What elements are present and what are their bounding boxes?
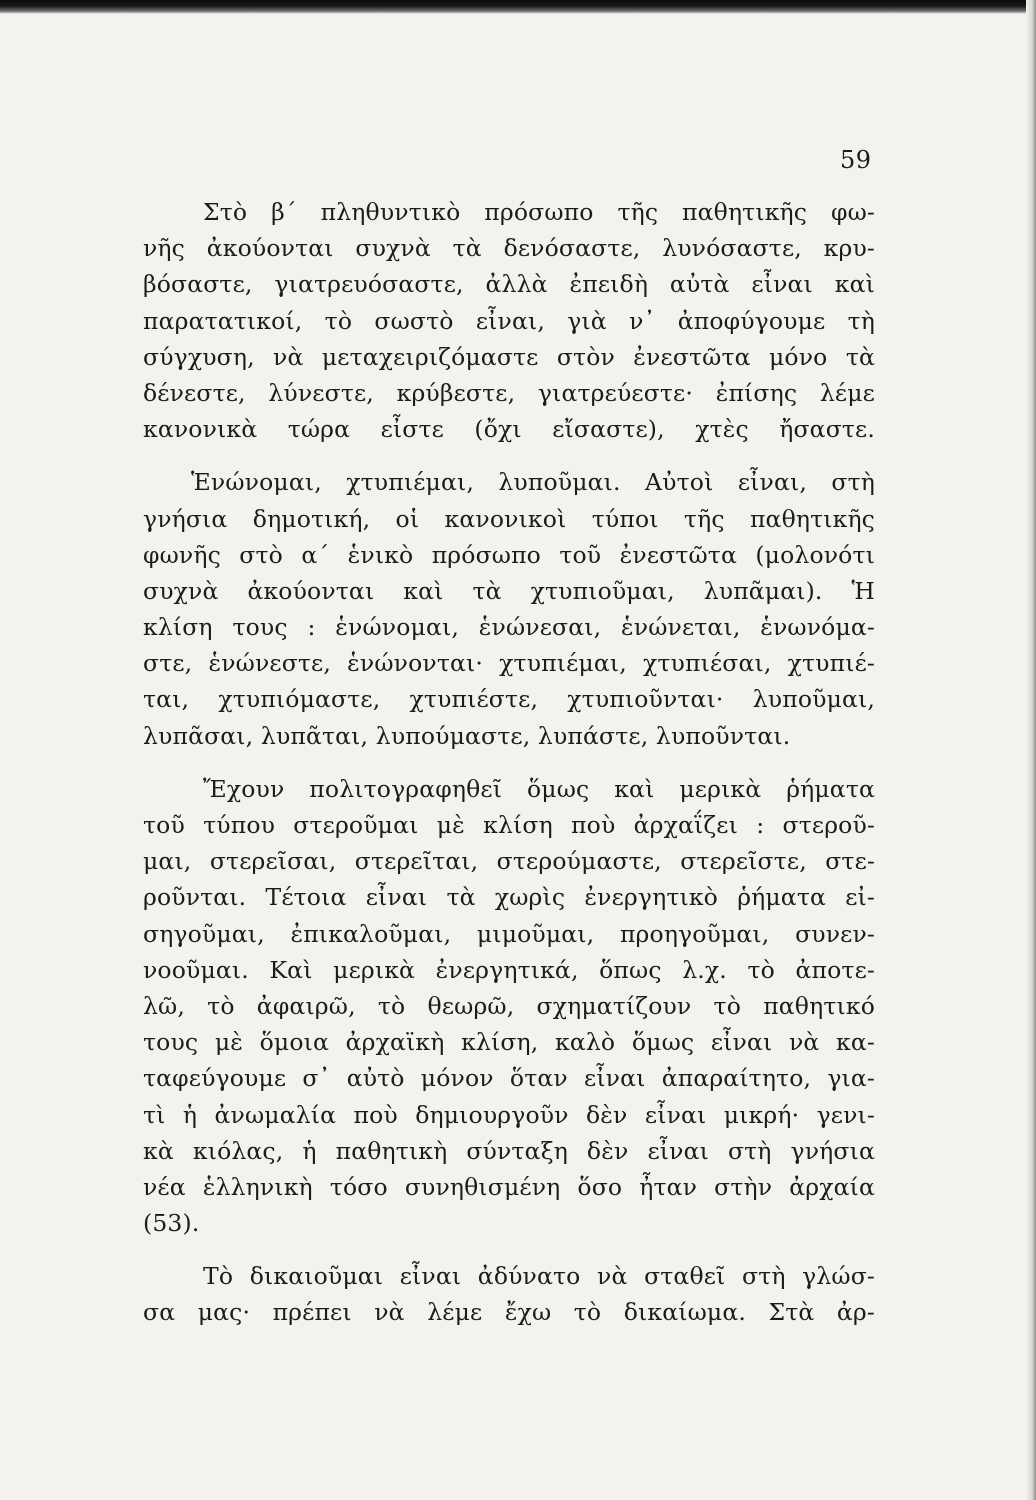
paragraph-4 (143, 1258, 875, 1330)
text-line: ταφεύγουμε σ᾿ αὐτὸ μόνον ὅταν εἶναι ἀπαραίτητο, για- (143, 1064, 875, 1093)
page-number: 59 (840, 146, 872, 174)
text-line: τοῦ τύπου στεροῦμαι μὲ κλίση ποὺ ἀρχαΐζει : στεροῦ- (143, 811, 875, 839)
text-line: παρατατικοί, τὸ σωστὸ εἶναι, γιὰ ν᾿ ἀποφύγουμε τὴ (143, 306, 875, 335)
text-line: βόσαστε, γιατρευόσαστε, ἀλλὰ ἐπειδὴ αὐτὰ εἶναι καὶ (143, 270, 875, 299)
text-line: (53). (143, 1209, 200, 1238)
text-line: κὰ κιόλας, ἡ παθητικὴ σύνταξη δὲν εἶναι στὴ γνήσια (143, 1136, 875, 1165)
paragraph-2 (143, 464, 875, 754)
text-line: συχνὰ ἀκούονται καὶ τὰ χτυπιοῦμαι, λυπᾶμαι). Ἡ (143, 576, 875, 605)
text-line: μαι, στερεῖσαι, στερεῖται, στερούμαστε, στερεῖστε, στε- (143, 847, 875, 876)
text-line: νῆς ἀκούονται συχνὰ τὰ δενόσαστε, λυνόσαστε, κρυ- (143, 234, 875, 263)
text-line: στε, ἑνώνεστε, ἑνώνονται· χτυπιέμαι, χτυπιέσαι, χτυπιέ- (143, 649, 875, 678)
text-line: κανονικὰ τώρα εἶστε (ὄχι εἴσαστε), χτὲς ἤσαστε. (143, 415, 875, 444)
text-line: ται, χτυπιόμαστε, χτυπιέστε, χτυπιοῦνται· λυποῦμαι, (143, 685, 875, 714)
text-line: σύγχυση, νὰ μεταχειριζόμαστε στὸν ἐνεστῶτα μόνο τὰ (143, 342, 875, 371)
text-line: Τὸ δικαιοῦμαι εἶναι ἀδύνατο νὰ σταθεῖ στὴ γλώσ- (203, 1262, 875, 1291)
paragraph-3 (143, 771, 875, 1241)
text-line: νέα ἑλληνικὴ τόσο συνηθισμένη ὅσο ἦταν στὴν ἀρχαία (143, 1172, 875, 1201)
text-line: ροῦνται. Τέτοια εἶναι τὰ χωρὶς ἐνεργητικὸ ῥήματα εἰ- (143, 883, 875, 912)
text-line: λῶ, τὸ ἀφαιρῶ, τὸ θεωρῶ, σχηματίζουν τὸ παθητικό (143, 991, 875, 1020)
scan-right-edge (1026, 0, 1036, 1500)
text-line: κλίση τους : ἑνώνομαι, ἑνώνεσαι, ἑνώνεται, ἑνωνόμα- (143, 613, 875, 642)
text-line: φωνῆς στὸ α΄ ἑνικὸ πρόσωπο τοῦ ἐνεστῶτα (μολονότι (143, 540, 875, 569)
text-line: δένεστε, λύνεστε, κρύβεστε, γιατρεύεστε· ἐπίσης λέμε (143, 378, 875, 407)
text-line: λυπᾶσαι, λυπᾶται, λυπούμαστε, λυπάστε, λυποῦνται. (143, 721, 791, 750)
paragraph-1 (143, 194, 875, 447)
text-line: σα μας· πρέπει νὰ λέμε ἔχω τὸ δικαίωμα. Στὰ ἀρ- (143, 1298, 875, 1327)
text-line: Ἑνώνομαι, χτυπιέμαι, λυποῦμαι. Αὐτοὶ εἶναι, στὴ (191, 468, 875, 497)
text-line: τὶ ἡ ἀνωμαλία ποὺ δημιουργοῦν δὲν εἶναι μικρή· γενι- (143, 1100, 875, 1129)
text-line: γνήσια δημοτική, οἱ κανονικοὶ τύποι τῆς παθητικῆς (143, 504, 875, 533)
text-line: Στὸ β΄ πληθυντικὸ πρόσωπο τῆς παθητικῆς φω- (203, 198, 875, 226)
body-text (143, 194, 875, 1348)
text-line: τους μὲ ὅμοια ἀρχαϊκὴ κλίση, καλὸ ὅμως εἶναι νὰ κα- (143, 1028, 875, 1057)
text-line: Ἔχουν πολιτογραφηθεῖ ὅμως καὶ μερικὰ ῥήματα (203, 774, 875, 803)
text-line: σηγοῦμαι, ἐπικαλοῦμαι, μιμοῦμαι, προηγοῦμαι, συνεν- (143, 919, 875, 948)
scan-top-edge (0, 0, 1036, 14)
text-line: νοοῦμαι. Καὶ μερικὰ ἐνεργητικά, ὅπως λ.χ. τὸ ἀποτε- (143, 955, 875, 984)
